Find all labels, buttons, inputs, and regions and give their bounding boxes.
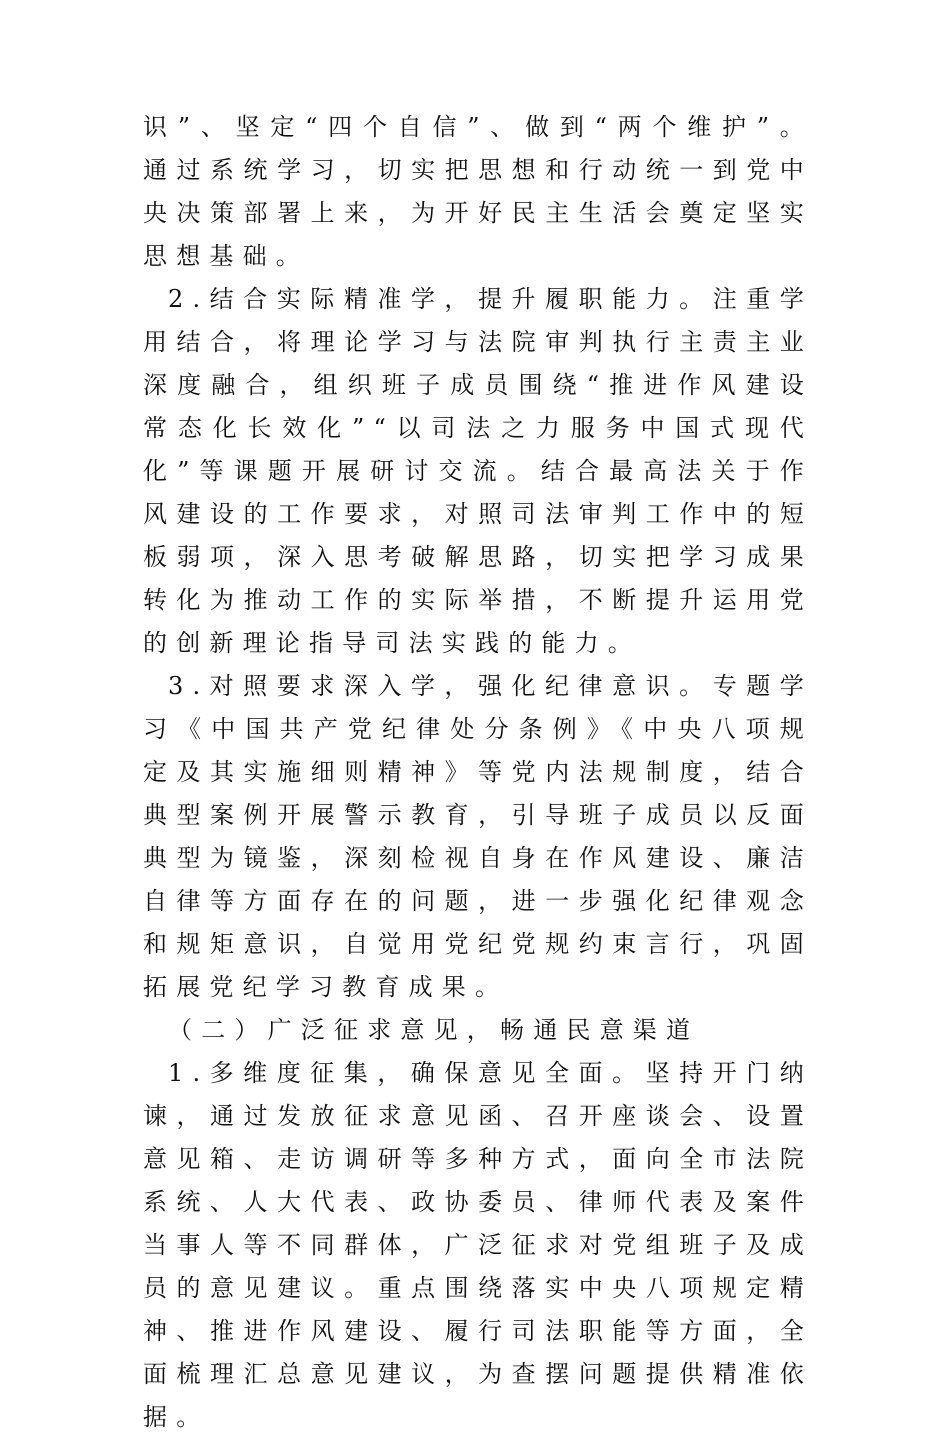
section-heading-solicit-opinions: （二）广泛征求意见，畅通民意渠道 — [168, 1016, 700, 1044]
document-page — [143, 106, 813, 1439]
paragraph-item-3-discipline-awareness: 3.对照要求深入学，强化纪律意识。专题学习《中国共产党纪律处分条例》《中央八项规定及其实施细则精神》等党内法规制度，结合典型案例开展警示教育，引导班子成员以反面典型为镜鉴，深刻检视自身在作风建设、廉洁自律等方面存在的问题，进一步强化纪律观念和规矩意识，自觉用党纪党规约束言行，巩固拓展党纪学习教育成果。 — [143, 672, 813, 1001]
paragraph-item-2-study-with-practice: 2.结合实际精准学，提升履职能力。注重学用结合，将理论学习与法院审判执行主责主业深度融合，组织班子成员围绕“推进作风建设常态化长效化”“以司法之力服务中国式现代化”等课题开展研讨交流。结合最高法关于作风建设的工作要求，对照司法审判工作中的短板弱项，深入思考破解思路，切实把学习成果转化为推动工作的实际举措，不断提升运用党的创新理论指导司法实践的能力。 — [143, 285, 813, 657]
paragraph-continuation: 识”、坚定“四个自信”、做到“两个维护”。通过系统学习，切实把思想和行动统一到党中央决策部署上来，为开好民主生活会奠定坚实思想基础。 — [143, 113, 813, 270]
paragraph-item-1-multidimensional-collection: 1.多维度征集，确保意见全面。坚持开门纳谏，通过发放征求意见函、召开座谈会、设置意见箱、走访调研等多种方式，面向全市法院系统、人大代表、政协委员、律师代表及案件当事人等不同群体，广泛征求对党组班子及成员的意见建议。重点围绕落实中央八项规定精神、推进作风建设、履行司法职能等方面，全面梳理汇总意见建议，为查摆问题提供精准依据。 — [143, 1059, 813, 1431]
